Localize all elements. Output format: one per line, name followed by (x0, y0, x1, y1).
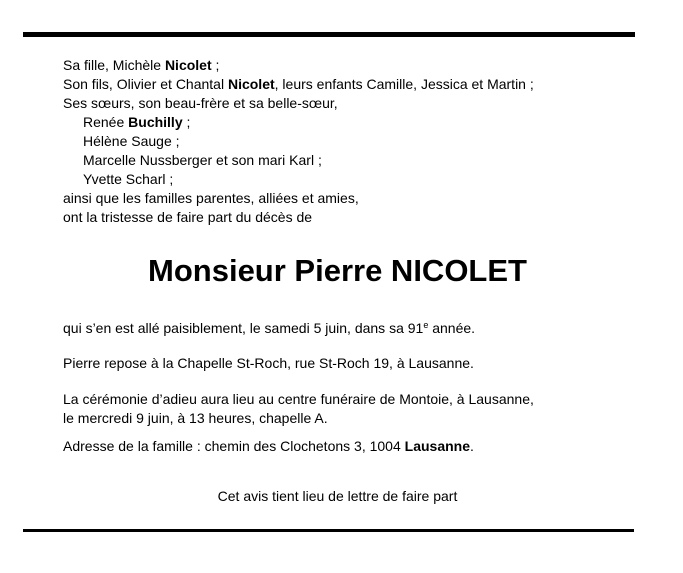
family-surname-bold: Nicolet (227, 76, 275, 92)
death-line-text: qui s’en est allé paisiblement, le samedi 5 juin, dans sa 91 (63, 320, 424, 336)
repose-line: Pierre repose à la Chapelle St-Roch, rue St-Roch 19, à Lausanne. (63, 355, 474, 371)
family-line-text: ainsi que les familles parentes, alliées et amies, (63, 190, 359, 206)
family-line-text: Marcelle Nussberger et son mari Karl ; (83, 152, 322, 168)
footer-notice-line: Cet avis tient lieu de lettre de faire part (217, 488, 458, 504)
top-rule (23, 32, 635, 37)
family-line-text: Son fils, Olivier et Chantal (63, 76, 228, 92)
family-line-text: ; (182, 114, 191, 130)
ceremony-line: le mercredi 9 juin, à 13 heures, chapelle A. (63, 410, 328, 426)
ordinal-superscript: e (423, 320, 429, 330)
family-line-text: ; (211, 57, 220, 73)
family-line (63, 113, 634, 132)
family-line (63, 132, 634, 151)
family-line (63, 94, 634, 113)
death-line-text: année. (428, 320, 476, 336)
address-text: Adresse de la famille : chemin des Clochetons 3, 1004 (63, 438, 405, 454)
family-line-text: , leurs enfants Camille, Jessica et Martin ; (274, 76, 534, 92)
family-line (63, 189, 634, 208)
family-line-text: Yvette Scharl ; (83, 171, 174, 187)
family-address-line (63, 437, 634, 456)
family-line-text: Sa fille, Michèle (63, 57, 165, 73)
family-list (63, 56, 634, 227)
family-line (63, 75, 634, 94)
family-line (63, 170, 634, 189)
family-surname-bold: Buchilly (128, 114, 183, 130)
address-city-bold: Lausanne (404, 438, 470, 454)
family-line-text: ont la tristesse de faire part du décès de (63, 209, 313, 225)
death-line (63, 319, 634, 338)
family-line-text: Hélène Sauge ; (83, 133, 180, 149)
family-line (63, 151, 634, 170)
deceased-name-title: Monsieur Pierre NICOLET (148, 253, 527, 288)
family-line (63, 56, 634, 75)
family-line-text: Ses sœurs, son beau-frère et sa belle-sœur, (63, 95, 338, 111)
ceremony-line: La cérémonie d’adieu aura lieu au centre funéraire de Montoie, à Lausanne, (63, 391, 534, 407)
ceremony-paragraph (63, 390, 634, 428)
family-line-text: Renée (83, 114, 129, 130)
address-text: . (470, 438, 474, 454)
family-surname-bold: Nicolet (164, 57, 212, 73)
notice-content (63, 56, 634, 506)
bottom-rule (23, 529, 634, 532)
family-line (63, 208, 634, 227)
